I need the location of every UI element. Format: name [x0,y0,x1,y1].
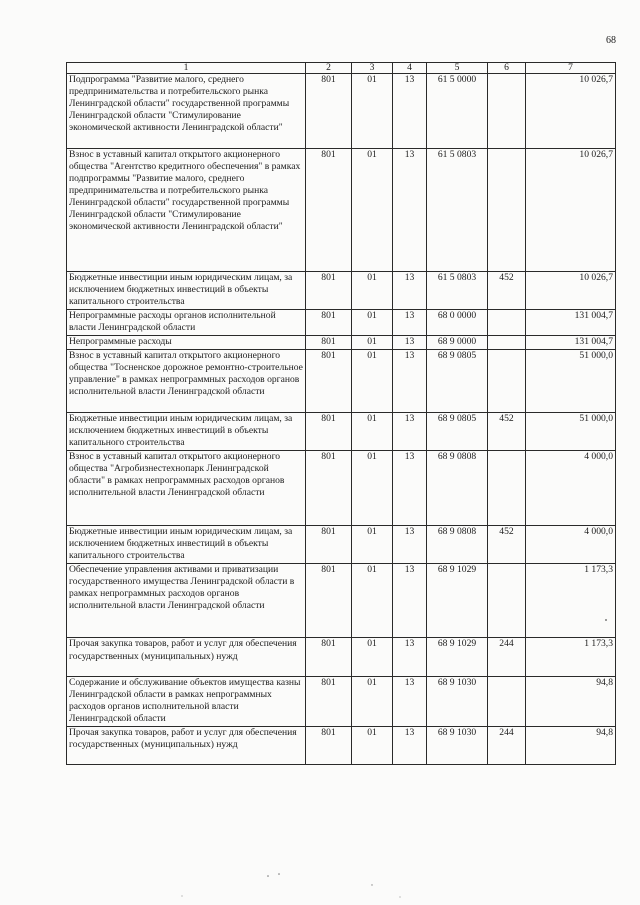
row-code-section: 01 [352,271,393,309]
row-code-target: 68 9 0808 [427,525,488,563]
row-code-gra: 801 [306,148,352,271]
row-code-subsection: 13 [393,727,427,765]
row-code-subsection: 13 [393,563,427,638]
row-amount: 10 026,7 [526,271,616,309]
row-amount: 51 000,0 [526,412,616,450]
column-header-4: 4 [393,63,427,74]
row-name: Обеспечение управления активами и приватизации государственного имущества Ленинградской области в рамках непрограммных расходов органов исполнительной власти Ленинградской области [67,563,306,638]
row-code-section: 01 [352,148,393,271]
row-code-section: 01 [352,350,393,413]
row-code-gra: 801 [306,563,352,638]
row-amount: 131 004,7 [526,336,616,350]
row-code-expense-type: 452 [488,271,526,309]
row-code-subsection: 13 [393,412,427,450]
row-name: Бюджетные инвестиции иным юридическим лицам, за исключением бюджетных инвестиций в объекты капитального строительства [67,271,306,309]
row-name: Непрограммные расходы [67,336,306,350]
row-code-expense-type: 452 [488,412,526,450]
row-code-expense-type: 244 [488,638,526,676]
row-code-gra: 801 [306,271,352,309]
row-code-gra: 801 [306,638,352,676]
row-code-gra: 801 [306,450,352,525]
row-code-section: 01 [352,450,393,525]
row-code-section: 01 [352,336,393,350]
row-code-subsection: 13 [393,309,427,335]
row-name: Взнос в уставный капитал открытого акционерного общества "Тосненское дорожное ремонтно-строительное управление" в рамках непрограммных расходов органов исполнительной власти Ленинградской области [67,350,306,413]
row-code-gra: 801 [306,525,352,563]
row-code-expense-type: 452 [488,525,526,563]
row-amount: 10 026,7 [526,74,616,149]
column-header-6: 6 [488,63,526,74]
row-code-target: 68 9 0805 [427,350,488,413]
row-amount: 94,8 [526,676,616,726]
column-header-7: 7 [526,63,616,74]
row-code-gra: 801 [306,350,352,413]
row-name: Прочая закупка товаров, работ и услуг для обеспечения государственных (муниципальных) нужд [67,727,306,765]
row-amount: 94,8 [526,727,616,765]
row-code-subsection: 13 [393,148,427,271]
row-code-gra: 801 [306,412,352,450]
row-code-subsection: 13 [393,336,427,350]
row-code-gra: 801 [306,727,352,765]
row-code-target: 68 9 0805 [427,412,488,450]
row-code-subsection: 13 [393,525,427,563]
row-amount: 51 000,0 [526,350,616,413]
row-name: Бюджетные инвестиции иным юридическим лицам, за исключением бюджетных инвестиций в объекты капитального строительства [67,412,306,450]
row-amount: 4 000,0 [526,450,616,525]
row-code-target: 68 9 0000 [427,336,488,350]
row-code-section: 01 [352,309,393,335]
page-number: 68 [606,35,616,46]
row-code-subsection: 13 [393,450,427,525]
row-name: Прочая закупка товаров, работ и услуг для обеспечения государственных (муниципальных) нужд [67,638,306,676]
row-code-section: 01 [352,638,393,676]
row-name: Бюджетные инвестиции иным юридическим лицам, за исключением бюджетных инвестиций в объекты капитального строительства [67,525,306,563]
row-code-section: 01 [352,74,393,149]
column-header-2: 2 [306,63,352,74]
row-amount: 10 026,7 [526,148,616,271]
row-code-gra: 801 [306,676,352,726]
row-code-expense-type: 244 [488,727,526,765]
row-name: Содержание и обслуживание объектов имущества казны Ленинградской области в рамках непрограммных расходов органов исполнительной власти Ленинградской области [67,676,306,726]
column-header-5: 5 [427,63,488,74]
row-amount: 4 000,0 [526,525,616,563]
row-code-section: 01 [352,525,393,563]
row-code-gra: 801 [306,309,352,335]
row-name: Взнос в уставный капитал открытого акционерного общества "Агробизнестехнопарк Ленинградской области" в рамках непрограммных расходов органов исполнительной власти Ленинградской области [67,450,306,525]
row-code-target: 61 5 0803 [427,148,488,271]
row-amount: 1 173,3 [526,638,616,676]
row-code-subsection: 13 [393,350,427,413]
row-code-section: 01 [352,676,393,726]
row-code-target: 68 9 1030 [427,727,488,765]
row-code-subsection: 13 [393,74,427,149]
row-code-target: 61 5 0803 [427,271,488,309]
row-code-subsection: 13 [393,271,427,309]
row-code-section: 01 [352,727,393,765]
row-code-section: 01 [352,563,393,638]
row-code-target: 68 0 0000 [427,309,488,335]
row-name: Подпрограмма "Развитие малого, среднего предпринимательства и потребительского рынка Ленинградской области" государственной программы Ленинградской области "Стимулирование экономической активности Ленинградской области" [67,74,306,149]
row-code-target: 68 9 1030 [427,676,488,726]
row-name: Непрограммные расходы органов исполнительной власти Ленинградской области [67,309,306,335]
row-code-subsection: 13 [393,638,427,676]
row-code-target: 68 9 0808 [427,450,488,525]
row-code-gra: 801 [306,74,352,149]
row-code-section: 01 [352,412,393,450]
row-amount: 131 004,7 [526,309,616,335]
row-code-target: 68 9 1029 [427,638,488,676]
column-header-1: 1 [67,63,306,74]
column-header-3: 3 [352,63,393,74]
row-code-target: 61 5 0000 [427,74,488,149]
row-code-subsection: 13 [393,676,427,726]
row-amount: 1 173,3 [526,563,616,638]
row-code-gra: 801 [306,336,352,350]
row-code-target: 68 9 1029 [427,563,488,638]
row-name: Взнос в уставный капитал открытого акционерного общества "Агентство кредитного обеспечения" в рамках подпрограммы "Развитие малого, среднего предпринимательства и потребительского рынка Ленинградской области" государственной программы Ленинградской области "Стимулирование экономической активности Ленинградской области" [67,148,306,271]
